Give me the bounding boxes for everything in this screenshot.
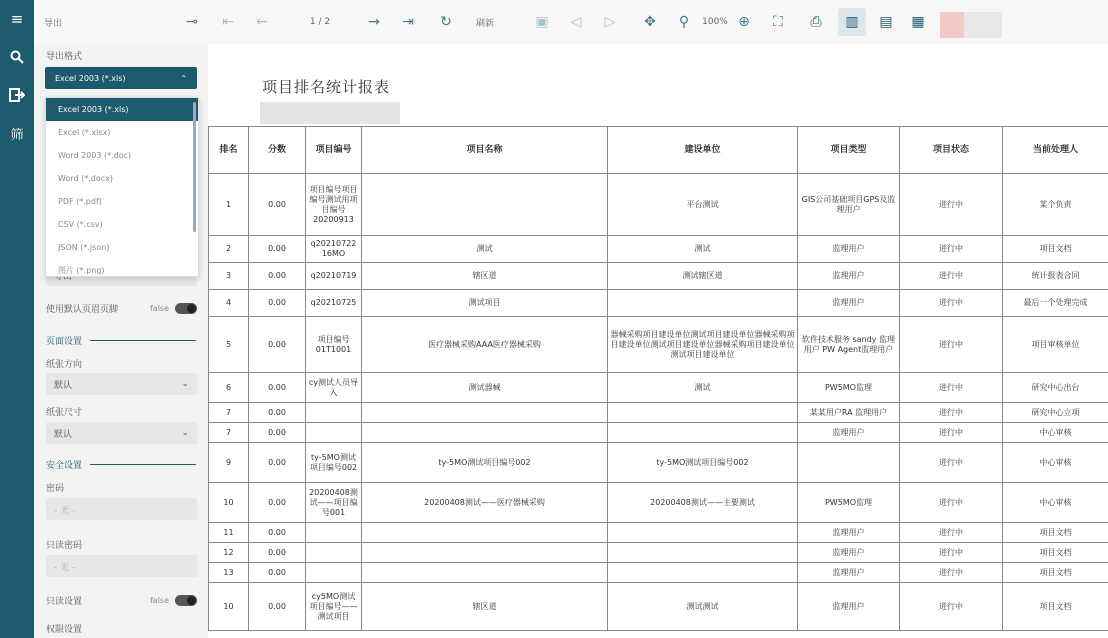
table-cell <box>362 563 608 583</box>
table-row <box>209 236 1108 263</box>
table-cell <box>608 423 798 443</box>
table-cell: 0.00 <box>249 403 306 423</box>
chevron-down-icon: ⌄ <box>181 379 189 389</box>
table-cell: 进行中 <box>900 317 1003 373</box>
table-cell: 项目审核单位 <box>1003 317 1108 373</box>
readonly-toggle[interactable] <box>175 595 197 606</box>
readonly-label: 只读设置 <box>46 597 83 607</box>
direction-label: 纸张方向 <box>46 360 83 370</box>
first-page-icon[interactable]: ⇤ <box>222 14 234 30</box>
dropdown-scrollbar[interactable] <box>193 102 196 232</box>
table-cell: 20200408测试——医疗器械采购 <box>362 483 608 523</box>
table-cell: 项目文档 <box>1003 236 1108 263</box>
zoom-in-icon[interactable]: ⊕ <box>738 14 750 30</box>
table-cell: 测试器械 <box>362 373 608 403</box>
table-cell: 4 <box>209 290 249 317</box>
table-cell: 10 <box>209 483 249 523</box>
size-label: 纸张尺寸 <box>46 408 83 418</box>
table-cell: 5 <box>209 317 249 373</box>
table-cell <box>608 523 798 543</box>
table-cell: ty-5MO测试项目编号002 <box>306 443 362 483</box>
report-preview <box>208 44 1108 638</box>
table-cell <box>608 403 798 423</box>
table-cell: 中心审核 <box>1003 423 1108 443</box>
table-cell: 测试项目 <box>362 290 608 317</box>
chevron-up-icon: ⌃ <box>180 73 187 83</box>
table-cell <box>362 403 608 423</box>
table-cell: 测试 <box>608 236 798 263</box>
left-nav-rail <box>0 0 34 638</box>
table-cell: 项目文档 <box>1003 583 1108 631</box>
table-cell: 9 <box>209 443 249 483</box>
table-row <box>209 543 1108 563</box>
table-cell: 11 <box>209 523 249 543</box>
report-table <box>208 126 1108 631</box>
format-option[interactable]: 图片 (*.png) <box>58 266 105 275</box>
table-row <box>209 174 1108 236</box>
header-footer-toggle[interactable] <box>175 303 197 314</box>
table-cell: 0.00 <box>249 423 306 443</box>
table-cell: 进行中 <box>900 563 1003 583</box>
table-cell: 监理用户 <box>798 236 900 263</box>
map-icon[interactable]: ▦ <box>911 14 925 30</box>
table-cell <box>306 563 362 583</box>
table-cell: 研究中心立项 <box>1003 403 1108 423</box>
table-cell <box>362 174 608 236</box>
table-cell: 0.00 <box>249 443 306 483</box>
redacted-subtitle <box>260 102 400 124</box>
table-cell: q20210725 <box>306 290 362 317</box>
table-cell: 测试测试 <box>608 583 798 631</box>
table-cell <box>608 563 798 583</box>
format-option[interactable]: Word (*.docx) <box>58 174 113 183</box>
search-icon[interactable] <box>0 38 34 76</box>
table-cell: 13 <box>209 563 249 583</box>
table-cell: 进行中 <box>900 443 1003 483</box>
permissions-label: 权限设置 <box>46 625 83 635</box>
table-row <box>209 583 1108 631</box>
table-cell: 测试 <box>362 236 608 263</box>
previous-page-icon[interactable]: ← <box>256 14 268 30</box>
panel-title: 导出 <box>44 18 63 29</box>
table-row <box>209 317 1108 373</box>
format-option[interactable]: PDF (*.pdf) <box>58 197 102 206</box>
table-cell: 10 <box>209 583 249 631</box>
table-cell: 监理用户 <box>798 583 900 631</box>
table-cell: 0.00 <box>249 583 306 631</box>
table-cell: 辖区道 <box>362 263 608 290</box>
mark-left-icon[interactable]: ◁ <box>570 14 582 30</box>
table-cell: 最后一个处理完成 <box>1003 290 1108 317</box>
mark-right-icon[interactable]: ▷ <box>604 14 616 30</box>
table-cell: 测试 <box>608 373 798 403</box>
table-row <box>209 563 1108 583</box>
pin-icon[interactable]: ⊸ <box>186 14 198 30</box>
column-header: 排名 <box>209 127 249 174</box>
format-option[interactable]: CSV (*.csv) <box>58 220 103 229</box>
size-select[interactable]: 默认 ⌄ <box>46 422 197 444</box>
column-header: 项目状态 <box>900 127 1003 174</box>
table-cell <box>608 543 798 563</box>
table-cell: 辖区道 <box>362 583 608 631</box>
table-cell: 6 <box>209 373 249 403</box>
table-cell: 进行中 <box>900 236 1003 263</box>
table-cell: 7 <box>209 403 249 423</box>
table-cell: PW5MO监理 <box>798 483 900 523</box>
format-label: 导出格式 <box>46 52 83 62</box>
table-cell: 器械采购项目建设单位测试项目建设单位器械采购项目建设单位测试项目建设单位器械采购项目建设单位测试项目建设单位 <box>608 317 798 373</box>
print-icon[interactable]: ⎙ <box>810 14 822 30</box>
direction-select[interactable]: 默认 ⌄ <box>46 373 197 395</box>
table-cell: 0.00 <box>249 317 306 373</box>
table-cell <box>306 403 362 423</box>
table-cell: 进行中 <box>900 583 1003 631</box>
table-cell: 进行中 <box>900 290 1003 317</box>
table-cell: 3 <box>209 263 249 290</box>
table-cell: 统计报表合同 <box>1003 263 1108 290</box>
table-cell: 进行中 <box>900 483 1003 523</box>
header-footer-value: false <box>149 304 169 313</box>
table-cell <box>362 543 608 563</box>
table-cell: 1 <box>209 174 249 236</box>
table-cell: q20210722 16MO <box>306 236 362 263</box>
table-cell: cy测试人员导入 <box>306 373 362 403</box>
last-page-icon[interactable]: ⇥ <box>402 14 414 30</box>
readonly-toggle-row <box>46 594 197 607</box>
table-cell: 0.00 <box>249 290 306 317</box>
table-row <box>209 403 1108 423</box>
table-cell: 中心审核 <box>1003 443 1108 483</box>
table-cell: 20200408测试——主要测试 <box>608 483 798 523</box>
book-view-icon[interactable]: ▥ <box>838 8 866 36</box>
redacted-box <box>964 12 1002 38</box>
security-section: 安全设置 <box>46 458 196 471</box>
zoom-out-icon[interactable]: ⚲ <box>678 14 690 30</box>
column-header: 当前处理人 <box>1003 127 1108 174</box>
table-cell <box>306 523 362 543</box>
table-cell: 0.00 <box>249 373 306 403</box>
next-page-icon[interactable]: → <box>368 14 380 30</box>
format-dropdown <box>45 97 199 277</box>
table-cell <box>362 523 608 543</box>
fullscreen-icon[interactable]: ⛶ <box>773 14 783 30</box>
table-cell: 项目文档 <box>1003 563 1108 583</box>
table-cell: 0.00 <box>249 563 306 583</box>
reader-password-input[interactable]: - 无 - <box>46 555 197 577</box>
table-cell: PW5MO监理 <box>798 373 900 403</box>
password-input[interactable]: - 无 - <box>46 498 197 520</box>
export-icon[interactable] <box>0 76 34 114</box>
table-cell: 进行中 <box>900 174 1003 236</box>
toolbar <box>34 0 1108 45</box>
table-cell: GIS公司基础项目GPS及监理用户 <box>798 174 900 236</box>
table-cell: 监理用户 <box>798 523 900 543</box>
table-cell: 项目文档 <box>1003 523 1108 543</box>
table-cell: 12 <box>209 543 249 563</box>
refresh-button[interactable]: 刷新 <box>475 18 494 29</box>
table-cell: 0.00 <box>249 263 306 290</box>
table-cell: 平台测试 <box>608 174 798 236</box>
table-cell: 0.00 <box>249 523 306 543</box>
redacted-box <box>940 12 964 38</box>
zoom-level: 100% <box>702 17 728 27</box>
table-cell <box>608 290 798 317</box>
table-cell: cy5MO测试项目编号——测试项目 <box>306 583 362 631</box>
single-page-icon[interactable]: ▣ <box>535 14 549 30</box>
table-cell: 软件技术服务 sandy 监理用户 PW Agent监理用户 <box>798 317 900 373</box>
table-cell: 测试辖区道 <box>608 263 798 290</box>
table-row <box>209 263 1108 290</box>
table-cell: 20200408测试——项目编号001 <box>306 483 362 523</box>
table-cell: 监理用户 <box>798 563 900 583</box>
format-option[interactable]: Excel 2003 (*.xls) <box>46 98 198 121</box>
password-label: 密码 <box>46 484 65 494</box>
continuous-view-icon[interactable]: ▤ <box>879 14 893 30</box>
column-header: 项目类型 <box>798 127 900 174</box>
table-cell <box>362 423 608 443</box>
table-row <box>209 373 1108 403</box>
table-cell: 进行中 <box>900 523 1003 543</box>
table-cell: 7 <box>209 423 249 443</box>
table-row <box>209 290 1108 317</box>
format-option[interactable]: Excel (*.xlsx) <box>58 128 111 137</box>
export-panel <box>34 44 209 638</box>
table-cell: 项目编号 01T1001 <box>306 317 362 373</box>
move-icon[interactable]: ✥ <box>644 14 656 30</box>
header-footer-toggle-row <box>46 302 197 315</box>
page-settings-section: 页面设置 <box>46 334 196 347</box>
table-cell: 进行中 <box>900 423 1003 443</box>
parameters-icon[interactable]: 筛 <box>10 127 24 143</box>
refresh-icon[interactable]: ↻ <box>440 14 452 30</box>
table-cell: 0.00 <box>249 236 306 263</box>
table-cell: 进行中 <box>900 263 1003 290</box>
header-footer-label: 使用默认页眉页脚 <box>46 305 119 315</box>
table-cell: 进行中 <box>900 543 1003 563</box>
table-cell: ty-5MO测试项目编号002 <box>608 443 798 483</box>
table-cell: 0.00 <box>249 174 306 236</box>
table-row <box>209 483 1108 523</box>
menu-icon[interactable]: ≡ <box>10 10 24 28</box>
table-cell: 中心审核 <box>1003 483 1108 523</box>
column-header: 项目编号 <box>306 127 362 174</box>
table-cell: 0.00 <box>249 543 306 563</box>
table-cell: ty-5MO测试项目编号002 <box>362 443 608 483</box>
table-cell: 监理用户 <box>798 290 900 317</box>
table-cell: 进行中 <box>900 403 1003 423</box>
table-cell <box>306 423 362 443</box>
table-row <box>209 423 1108 443</box>
table-row <box>209 523 1108 543</box>
table-cell: q20210719 <box>306 263 362 290</box>
table-cell <box>798 443 900 483</box>
readonly-value: false <box>149 596 169 605</box>
table-cell: 0.00 <box>249 483 306 523</box>
table-cell: 项目文档 <box>1003 543 1108 563</box>
table-cell: 某某用户RA 监理用户 <box>798 403 900 423</box>
table-cell: 进行中 <box>900 373 1003 403</box>
table-cell <box>306 543 362 563</box>
report-title: 项目排名统计报表 <box>262 78 391 96</box>
column-header: 建设单位 <box>608 127 798 174</box>
table-cell: 项目编号项目编号测试用项目编号20200913 <box>306 174 362 236</box>
table-cell: 监理用户 <box>798 263 900 290</box>
table-row <box>209 443 1108 483</box>
format-selected-value: Excel 2003 (*.xls) <box>55 73 126 83</box>
column-header: 项目名称 <box>362 127 608 174</box>
format-option[interactable]: Word 2003 (*.doc) <box>58 151 132 160</box>
table-cell: 某个负责 <box>1003 174 1108 236</box>
format-option[interactable]: JSON (*.json) <box>58 243 110 252</box>
format-select[interactable] <box>45 67 197 89</box>
page-indicator: 1 / 2 <box>309 17 331 27</box>
reader-password-label: 只读密码 <box>46 541 83 551</box>
table-cell: 医疗器械采购AAA医疗器械采购 <box>362 317 608 373</box>
column-header: 分数 <box>249 127 306 174</box>
table-cell: 监理用户 <box>798 423 900 443</box>
chevron-down-icon: ⌄ <box>181 428 189 438</box>
table-cell: 2 <box>209 236 249 263</box>
table-cell: 监理用户 <box>798 543 900 563</box>
table-cell: 研究中心出台 <box>1003 373 1108 403</box>
